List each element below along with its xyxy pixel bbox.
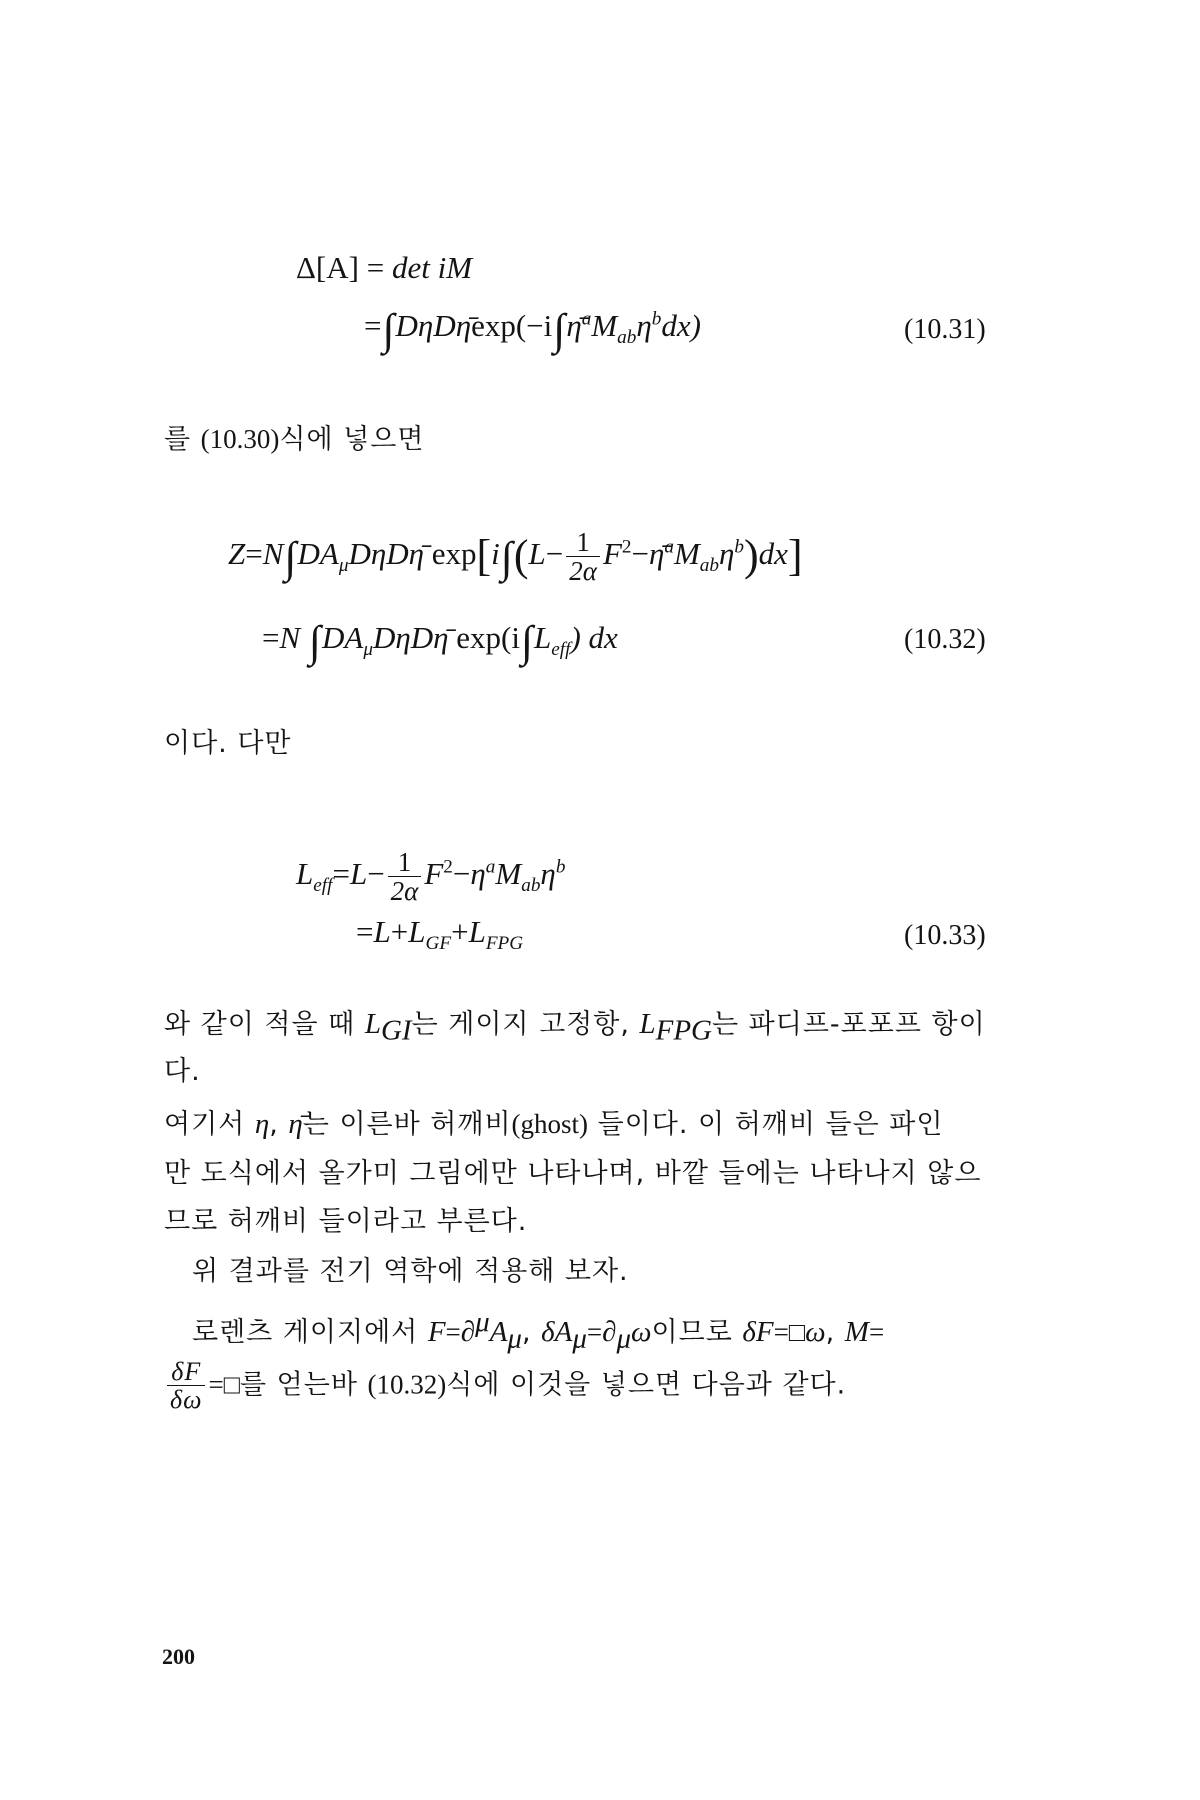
integral-sign: ∫ — [553, 305, 566, 354]
page-number: 200 — [162, 1644, 195, 1669]
text-line: 만 도식에서 올가미 그림에만 나타나며, 바깥 들에는 나타나지 않으 — [164, 1158, 982, 1189]
text-line: 므로 허깨비 들이라고 부른다. — [164, 1206, 528, 1237]
equation-10-33-line-2: $=L+L_{GF}+L_{FPG}$ — [356, 914, 524, 955]
integral-sign: ∫ — [500, 532, 513, 582]
integral-sign: ∫ — [520, 617, 534, 666]
equation-number: (10.32) — [904, 624, 986, 655]
equation-number: (10.31) — [904, 314, 986, 345]
text-line: 와 같이 적을 때 $L_{GI}$는 게이지 고정항, $L_{FPG}$는 파디프-포포프 항이 — [164, 1008, 986, 1047]
equation-10-32-line-2: =N $\int DA_\mu D\eta D\etā$ $\exp(i\int L_{eff})$ dx — [262, 617, 618, 666]
integral-sign: ∫ — [382, 305, 395, 354]
fraction: $\frac{1}{2\alpha}$ — [566, 528, 600, 586]
text-line: $\frac{\delta F}{\delta\omega}$ =□를 얻는바 (10.32)식에 이것을 넣으면 다음과 같다. — [164, 1358, 846, 1414]
integral-sign: ∫ — [284, 532, 297, 582]
text-line: 여기서 η, η̄는 이른바 허깨비(ghost) 들이다. 이 허깨비 들은 파인 — [164, 1108, 944, 1140]
equation-10-33-line-1: $L_{eff}=L-$ $\frac{1}{2\alpha}$ $F^2-\eta^aM_{ab}\eta^b$ — [296, 847, 566, 907]
text-line: 이다. 다만 — [164, 728, 292, 759]
equation-10-31-line-1: Δ[A] = det iM — [296, 250, 473, 285]
equation-number: (10.33) — [904, 920, 986, 951]
text-line: 를 (10.30)식에 넣으면 — [164, 424, 425, 455]
equation-10-31-line-2: $=\int D\eta D\etā\exp(-i\int\etā^aM_{ab}\eta^bdx)$ — [364, 305, 701, 354]
fraction: $\frac{\delta F}{\delta\omega}$ — [167, 1358, 205, 1414]
fraction: $\frac{1}{2\alpha}$ — [388, 848, 422, 906]
right-paren: ) — [744, 530, 759, 580]
equation-10-32-line-1: $Z=N\int DA_\mu D\eta D\etā$ exp[i∫(L− $\frac{1}{2\alpha}$ $F^2-\etā^aM_{ab}\eta^b)dx$] — [228, 527, 803, 587]
right-bracket: ] — [787, 530, 803, 580]
text-line: 로렌츠 게이지에서 $F=\partial^\mu A_\mu$, $\delta A_\mu=\partial_\mu\omega$이므로 δF=□ω, M= — [192, 1306, 885, 1355]
integral-sign: ∫ — [308, 617, 321, 666]
left-bracket: [ — [476, 530, 492, 580]
text-line: 위 결과를 전기 역학에 적용해 보자. — [192, 1256, 629, 1287]
left-paren: ( — [513, 530, 529, 580]
text-line: 다. — [164, 1056, 201, 1087]
